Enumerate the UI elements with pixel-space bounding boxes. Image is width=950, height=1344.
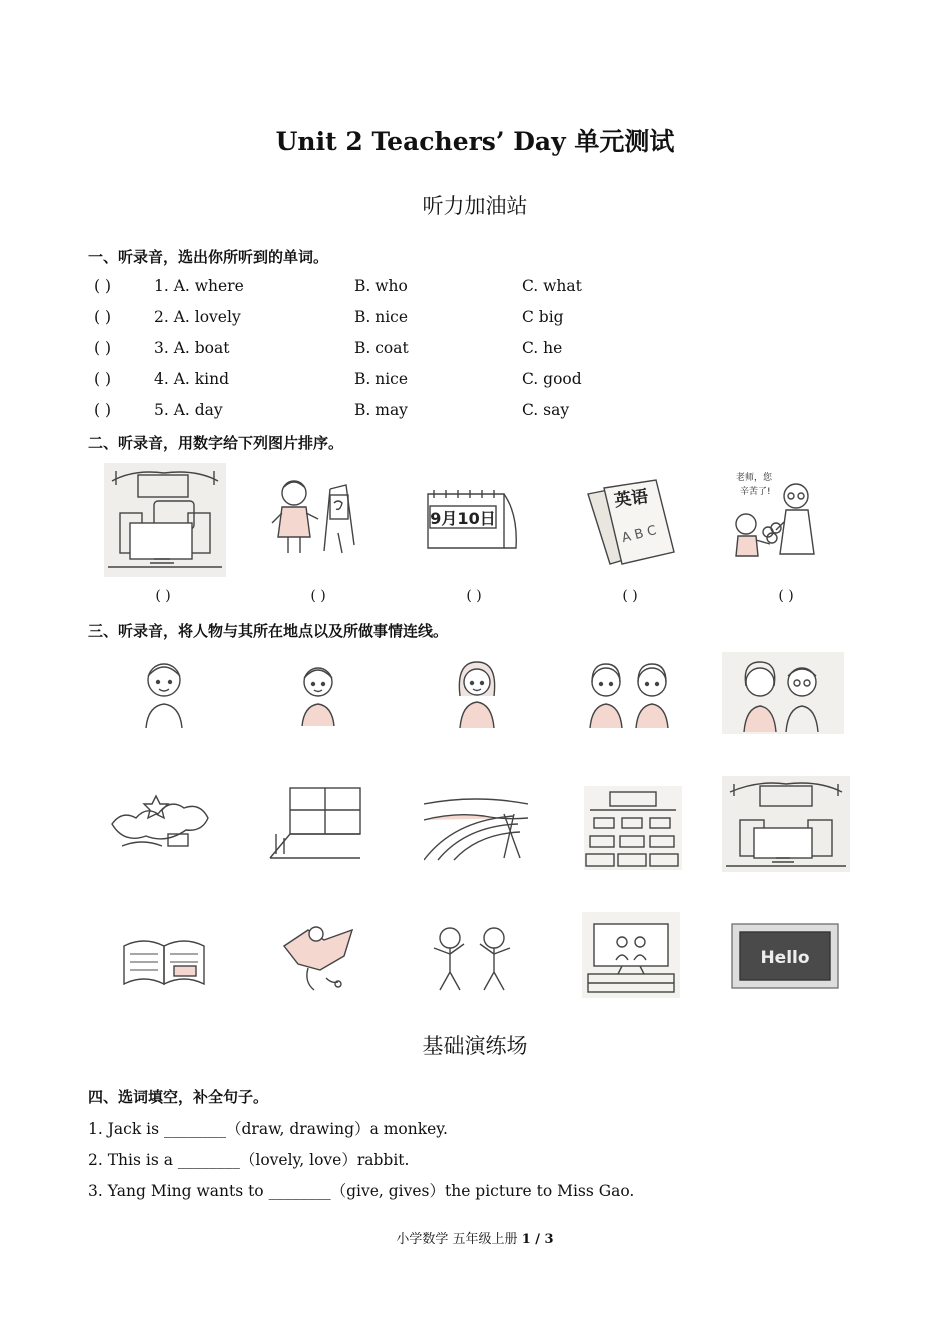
blackboard-text: Hello: [760, 948, 810, 968]
option-a: 3. A. boat: [154, 339, 230, 357]
window-room-picture: [266, 784, 364, 862]
answer-paren[interactable]: ( ): [94, 370, 112, 388]
option-b: B. may: [354, 401, 408, 419]
children-exercising-picture: [428, 924, 522, 994]
calendar-date-text: 9月10日: [430, 509, 496, 528]
living-room-computer-picture: [104, 463, 226, 577]
boy-and-girl-picture: [722, 652, 844, 734]
book-title-text: 英语: [613, 486, 650, 512]
speech-text-2: 辛苦了!: [740, 487, 771, 497]
student-gives-flowers-picture: [730, 466, 840, 572]
option-a: 2. A. lovely: [154, 308, 241, 326]
option-c: C big: [522, 308, 564, 326]
part1-heading: 一、听录音，选出你所听到的单词。: [88, 248, 329, 266]
playground-picture: [424, 794, 528, 862]
option-b: B. nice: [354, 370, 409, 388]
book-letters-text: A B C: [620, 523, 659, 547]
park-picture: [108, 784, 214, 864]
open-book-picture: [120, 932, 210, 988]
option-a: 5. A. day: [154, 401, 223, 419]
two-girls-picture: [584, 660, 676, 730]
listening-section-title: 听力加油站: [422, 194, 528, 218]
answer-paren[interactable]: ( ): [94, 277, 112, 295]
fill-sentence[interactable]: 2. This is a ________（lovely, love）rabbit.: [88, 1151, 410, 1169]
calendar-picture: [424, 486, 520, 552]
option-c: C. good: [522, 370, 582, 388]
page-footer: [0, 1228, 950, 1247]
answer-paren[interactable]: ( ): [94, 339, 112, 357]
speech-text-1: 老师，您: [736, 473, 773, 483]
option-a: 4. A. kind: [154, 370, 230, 388]
option-b: B. who: [354, 277, 408, 295]
blackboard-picture: [730, 922, 840, 990]
kite-flying-picture: [278, 918, 358, 998]
fill-sentence[interactable]: 3. Yang Ming wants to ________（give, gives）the picture to Miss Gao.: [88, 1182, 635, 1200]
part4-heading: 四、选词填空，补全句子。: [88, 1088, 269, 1106]
option-c: C. what: [522, 277, 582, 295]
question-row: [88, 277, 868, 299]
watching-tv-picture: [582, 912, 680, 998]
order-blank[interactable]: ( ): [778, 588, 794, 604]
order-blank[interactable]: ( ): [310, 588, 326, 604]
boy-with-collar-picture: [296, 662, 340, 728]
basics-section-title: 基础演练场: [422, 1034, 528, 1058]
option-c: C. he: [522, 339, 563, 357]
page-title: Unit 2 Teachers’ Day 单元测试: [275, 127, 675, 156]
page-number: 1 / 3: [521, 1232, 554, 1247]
answer-paren[interactable]: ( ): [94, 401, 112, 419]
part3-heading: 三、听录音，将人物与其所在地点以及所做事情连线。: [88, 622, 449, 640]
question-row: [88, 401, 868, 423]
boy-drawing-picture: [268, 473, 364, 563]
question-row: [88, 370, 868, 392]
living-room-picture: [722, 776, 850, 872]
fill-sentence[interactable]: 1. Jack is ________（draw, drawing）a monkey.: [88, 1120, 448, 1138]
boy-person-picture: [138, 658, 190, 730]
order-blank[interactable]: ( ): [622, 588, 638, 604]
english-books-picture: [584, 478, 676, 570]
classroom-picture: [584, 786, 682, 870]
option-c: C. say: [522, 401, 570, 419]
option-b: B. nice: [354, 308, 409, 326]
option-a: 1. A. where: [154, 277, 244, 295]
girl-person-picture: [452, 658, 502, 730]
question-row: [88, 339, 868, 361]
option-b: B. coat: [354, 339, 409, 357]
answer-paren[interactable]: ( ): [94, 308, 112, 326]
order-blank[interactable]: ( ): [466, 588, 482, 604]
order-blank[interactable]: ( ): [155, 588, 171, 604]
part2-heading: 二、听录音，用数字给下列图片排序。: [88, 434, 344, 452]
footer-label: 小学数学 五年级上册: [396, 1232, 518, 1247]
question-row: [88, 308, 868, 330]
